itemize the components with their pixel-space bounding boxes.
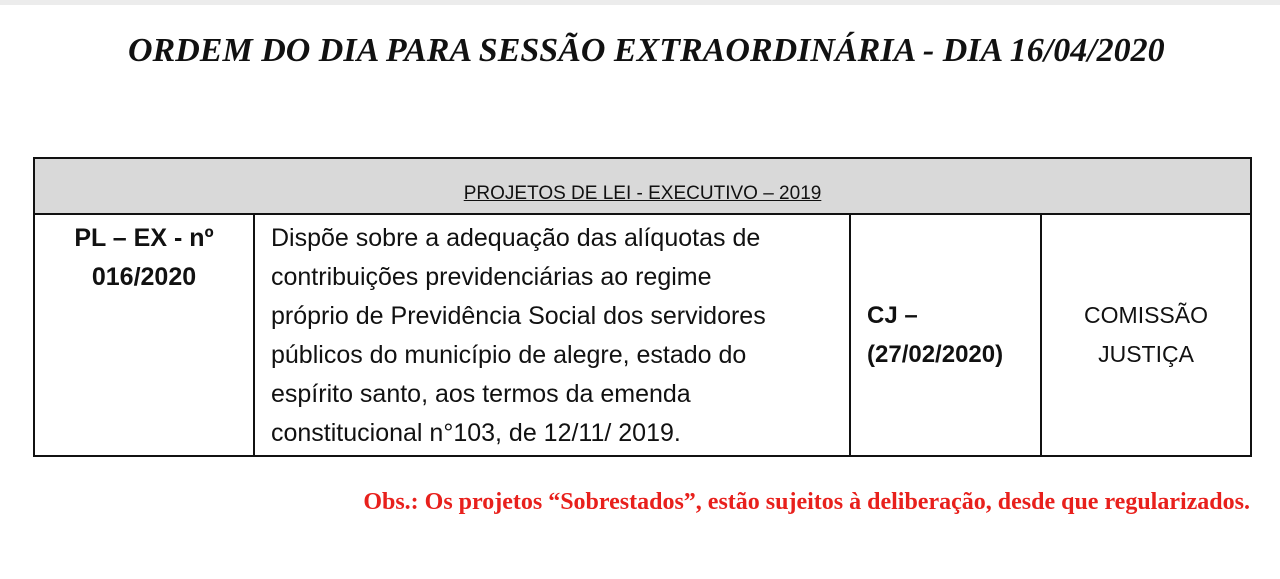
description-line: constitucional n°103, de 12/11/ 2019. xyxy=(271,419,681,447)
page-title: ORDEM DO DIA PARA SESSÃO EXTRAORDINÁRIA - DIA 16/04/2020 xyxy=(128,32,1165,69)
committee-line: JUSTIÇA xyxy=(1098,341,1194,367)
description-line: espírito santo, aos termos da emenda xyxy=(271,380,691,408)
top-bar xyxy=(0,0,1280,5)
referral-cell xyxy=(850,214,1041,456)
section-header-row xyxy=(34,158,1251,214)
description-line: Dispõe sobre a adequação das alíquotas de xyxy=(271,224,761,252)
table-row xyxy=(34,214,1251,456)
bill-number-line: 016/2020 xyxy=(91,263,197,291)
committee-line: COMISSÃO xyxy=(1084,302,1208,328)
section-header xyxy=(34,158,1251,214)
bill-number-line: PL – EX - nº xyxy=(74,224,214,252)
committee-cell xyxy=(1041,214,1251,456)
description-line: públicos do município de alegre, estado do xyxy=(271,341,747,369)
bill-description-cell xyxy=(254,214,850,456)
description-line: contribuições previdenciárias ao regime xyxy=(271,263,712,291)
referral-line: CJ – xyxy=(867,302,918,329)
section-header-label: PROJETOS DE LEI - EXECUTIVO – 2019 xyxy=(463,183,822,204)
referral-date: (27/02/2020) xyxy=(867,341,1004,368)
observation-note: Obs.: Os projetos “Sobrestados”, estão sujeitos à deliberação, desde que regularizados. xyxy=(363,489,1250,515)
agenda-table xyxy=(33,157,1252,457)
description-line: próprio de Previdência Social dos servidores xyxy=(271,302,766,330)
bill-number-cell xyxy=(34,214,254,456)
